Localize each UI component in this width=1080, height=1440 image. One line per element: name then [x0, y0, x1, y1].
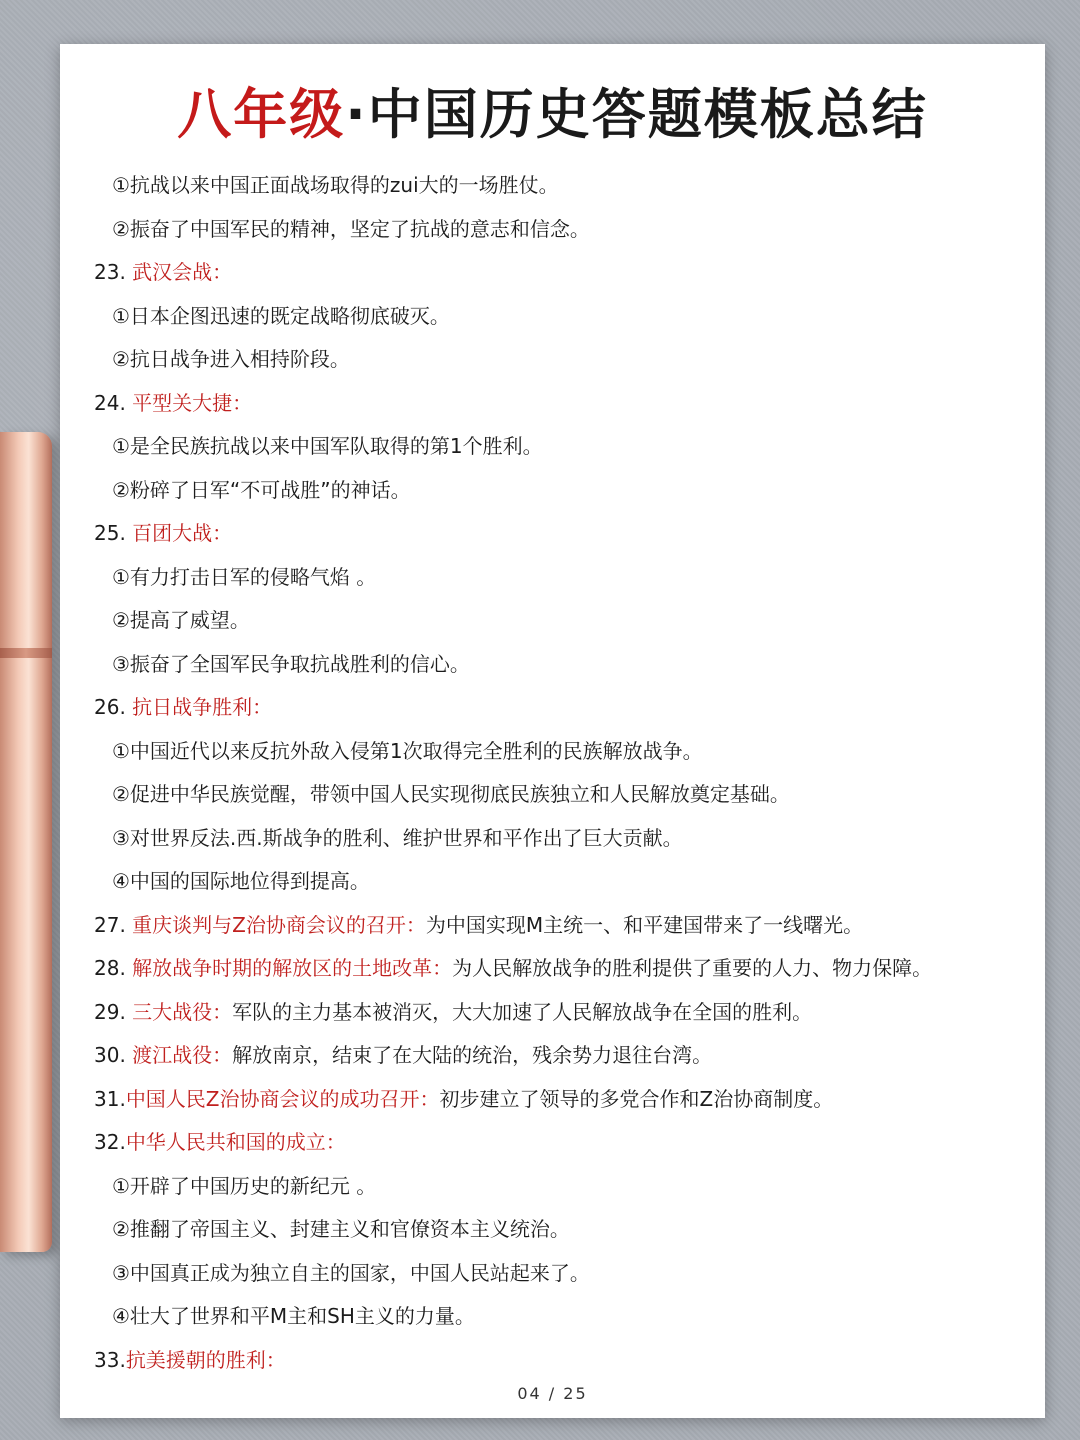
topic-heading — [94, 686, 1025, 730]
topic-number: 30. — [94, 1043, 133, 1067]
sub-point: ④壮大了世界和平M主和SH主义的力量。 — [112, 1304, 475, 1328]
sub-point: ④中国的国际地位得到提高。 — [112, 869, 370, 893]
topic-number: 31. — [94, 1086, 126, 1111]
topic-summary: 军队的主力基本被消灭，大大加速了人民解放战争在全国的胜利。 — [232, 999, 813, 1024]
topic-heading — [94, 1121, 1025, 1165]
topic-summary: 为中国实现M主统一、和平建国带来了一线曙光。 — [425, 912, 864, 937]
topic-number: 24. — [94, 390, 133, 415]
sub-point: ③振奋了全国军民争取抗战胜利的信心。 — [112, 651, 470, 676]
sub-point: ②推翻了帝国主义、封建主义和官僚资本主义统治。 — [112, 1217, 570, 1241]
sub-point: ②粉碎了日军“不可战胜”的神话。 — [112, 477, 411, 502]
topic-summary: 解放南京，结束了在大陆的统治，残余势力退往台湾。 — [232, 1043, 713, 1067]
topic-heading — [94, 382, 1025, 426]
topic-title: 抗美援朝的胜利： — [125, 1347, 286, 1372]
sub-point: ①是全民族抗战以来中国军队取得的第1个胜利。 — [112, 434, 543, 458]
topic-number: 33. — [94, 1347, 126, 1372]
topic-heading — [94, 1339, 1025, 1383]
topic-title: 抗日战争胜利： — [132, 695, 273, 719]
title-main: 中国历史答题模板总结 — [367, 83, 928, 146]
topic-summary: 初步建立了领导的多党合作和Z治协商制度。 — [439, 1086, 834, 1111]
sub-point: ③对世界反法.西.斯战争的胜利、维护世界和平作出了巨大贡献。 — [112, 825, 683, 850]
sub-point: ②抗日战争进入相持阶段。 — [112, 347, 350, 371]
topic-title: 重庆谈判与Z治协商会议的召开： — [132, 912, 426, 937]
sub-point: ①中国近代以来反抗外敌入侵第1次取得完全胜利的民族解放战争。 — [112, 738, 703, 763]
topic-number: 32. — [94, 1130, 126, 1154]
title-dot: · — [345, 83, 368, 146]
pen-decoration — [0, 432, 52, 1252]
sub-point: ①开辟了中国历史的新纪元 。 — [112, 1173, 377, 1198]
topic-number: 29. — [94, 999, 133, 1024]
content-body — [94, 164, 1025, 1382]
topic-number: 25. — [94, 521, 133, 545]
topic-title: 武汉会战： — [132, 260, 233, 284]
topic-number: 27. — [94, 912, 133, 937]
topic-title: 渡江战役： — [132, 1043, 233, 1067]
document-page — [60, 44, 1045, 1418]
topic-title: 中国人民Z治协商会议的成功召开： — [125, 1086, 440, 1111]
page-title — [60, 72, 1045, 149]
sub-point: ②振奋了中国军民的精神，坚定了抗战的意志和信念。 — [112, 216, 590, 241]
sub-point: ②提高了威望。 — [112, 608, 250, 632]
pen-band — [0, 648, 52, 658]
topic-heading — [94, 904, 1025, 948]
title-grade: 八年级 — [177, 83, 346, 146]
page-number: 04 / 25 — [517, 1384, 588, 1403]
topic-heading — [94, 1034, 1025, 1078]
topic-heading — [94, 1078, 1025, 1122]
topic-heading — [94, 251, 1025, 295]
topic-summary: 为人民解放战争的胜利提供了重要的人力、物力保障。 — [452, 956, 933, 980]
sub-point: ③中国真正成为独立自主的国家，中国人民站起来了。 — [112, 1260, 590, 1285]
sub-point: ①抗战以来中国正面战场取得的zui大的一场胜仗。 — [112, 173, 559, 197]
topic-number: 26. — [94, 695, 133, 719]
topic-number: 23. — [94, 260, 133, 284]
topic-title: 平型关大捷： — [132, 390, 253, 415]
topic-title: 解放战争时期的解放区的土地改革： — [132, 956, 453, 980]
topic-heading — [94, 512, 1025, 556]
topic-title: 百团大战： — [132, 521, 233, 545]
sub-point: ①日本企图迅速的既定战略彻底破灭。 — [112, 303, 450, 328]
topic-heading — [94, 991, 1025, 1035]
topic-title: 中华人民共和国的成立： — [125, 1130, 346, 1154]
topic-number: 28. — [94, 956, 133, 980]
sub-point: ②促进中华民族觉醒，带领中国人民实现彻底民族独立和人民解放奠定基础。 — [112, 782, 790, 806]
sub-point: ①有力打击日军的侵略气焰 。 — [112, 564, 377, 589]
topic-heading — [94, 947, 1025, 991]
topic-title: 三大战役： — [132, 999, 233, 1024]
